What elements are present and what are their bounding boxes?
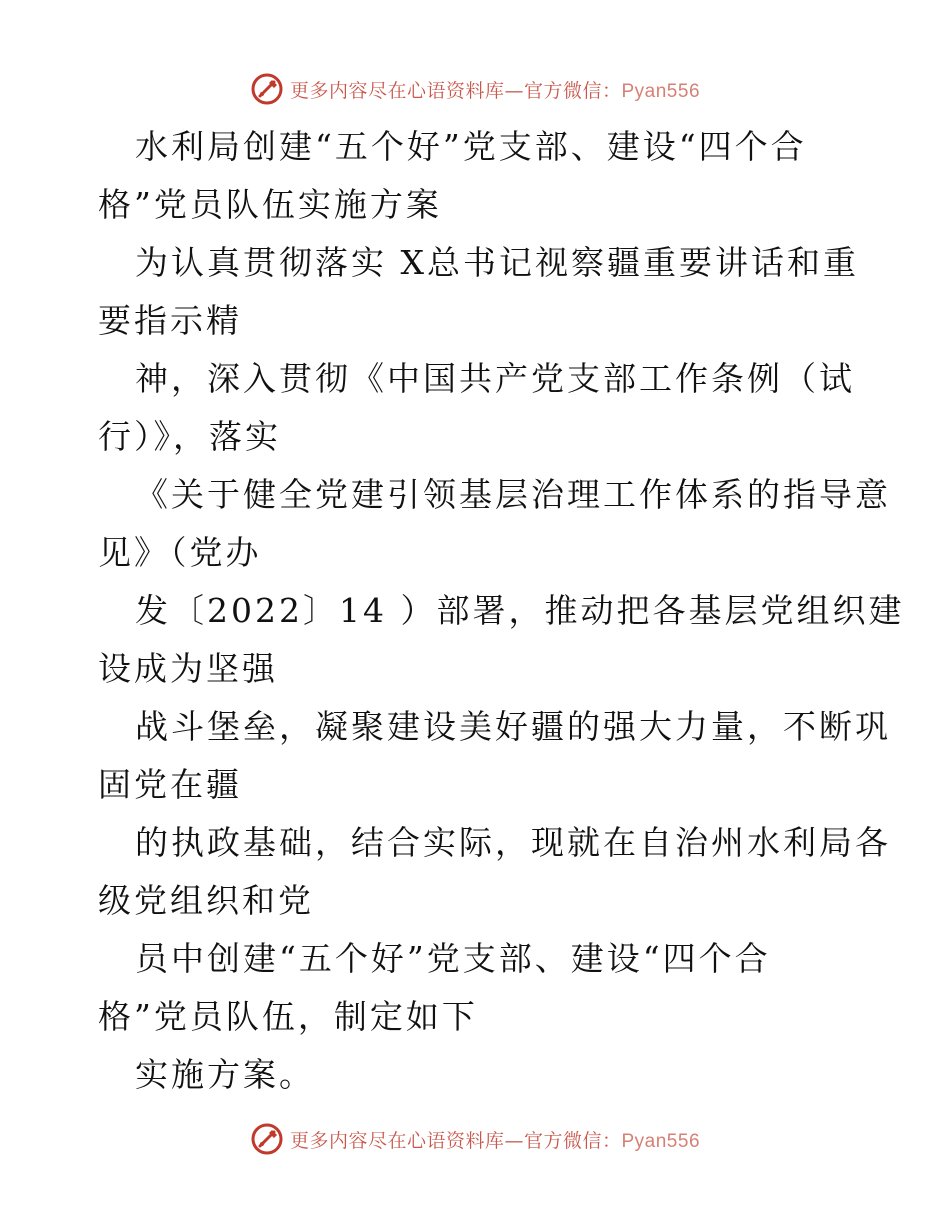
doc-line: 格”党员队伍实施方案 (98, 185, 442, 224)
doc-line: 战斗堡垒，凝聚建设美好疆的强大力量，不断巩 (135, 707, 891, 746)
watermark-footer (0, 1122, 950, 1156)
doc-line: 固党在疆 (98, 765, 242, 804)
watermark-wechat-id: Pyan556 (621, 80, 701, 102)
document-body (98, 118, 905, 1104)
doc-line: 设成为坚强 (98, 649, 278, 688)
doc-line: 格”党员队伍，制定如下 (98, 997, 478, 1036)
doc-line: 行）》，落实 (98, 417, 281, 456)
doc-line: 发〔2022〕14 ）部署，推动把各基层党组织建 (135, 591, 905, 630)
doc-line: 为认真贯彻落实 X总书记视察疆重要讲话和重 (135, 243, 859, 282)
doc-line: 实施方案。 (135, 1055, 315, 1094)
doc-line: 神，深入贯彻《中国共产党支部工作条例（试 (135, 359, 855, 398)
brand-logo-icon (250, 72, 284, 106)
doc-line: 的执政基础，结合实际，现就在自治州水利局各 (135, 823, 891, 862)
brand-logo-icon (250, 1122, 284, 1156)
doc-line: 水利局创建“五个好”党支部、建设“四个合 (135, 127, 807, 166)
doc-line: 《关于健全党建引领基层治理工作体系的指导意 (135, 475, 891, 514)
doc-line: 员中创建“五个好”党支部、建设“四个合 (135, 939, 771, 978)
watermark-text (290, 76, 700, 103)
watermark-header (0, 72, 950, 106)
watermark-separator: — (504, 1129, 524, 1152)
doc-line: 见》（党办 (98, 533, 262, 572)
watermark-wechat-label: 官方微信： (523, 79, 622, 102)
doc-line: 要指示精 (98, 301, 242, 340)
watermark-text (290, 1126, 700, 1153)
watermark-separator: — (504, 79, 524, 102)
watermark-brand: 更多内容尽在心语资料库 (289, 1129, 505, 1152)
watermark-brand: 更多内容尽在心语资料库 (289, 79, 505, 102)
watermark-wechat-id: Pyan556 (621, 1130, 701, 1152)
watermark-wechat-label: 官方微信： (523, 1129, 622, 1152)
doc-line: 级党组织和党 (98, 881, 314, 920)
